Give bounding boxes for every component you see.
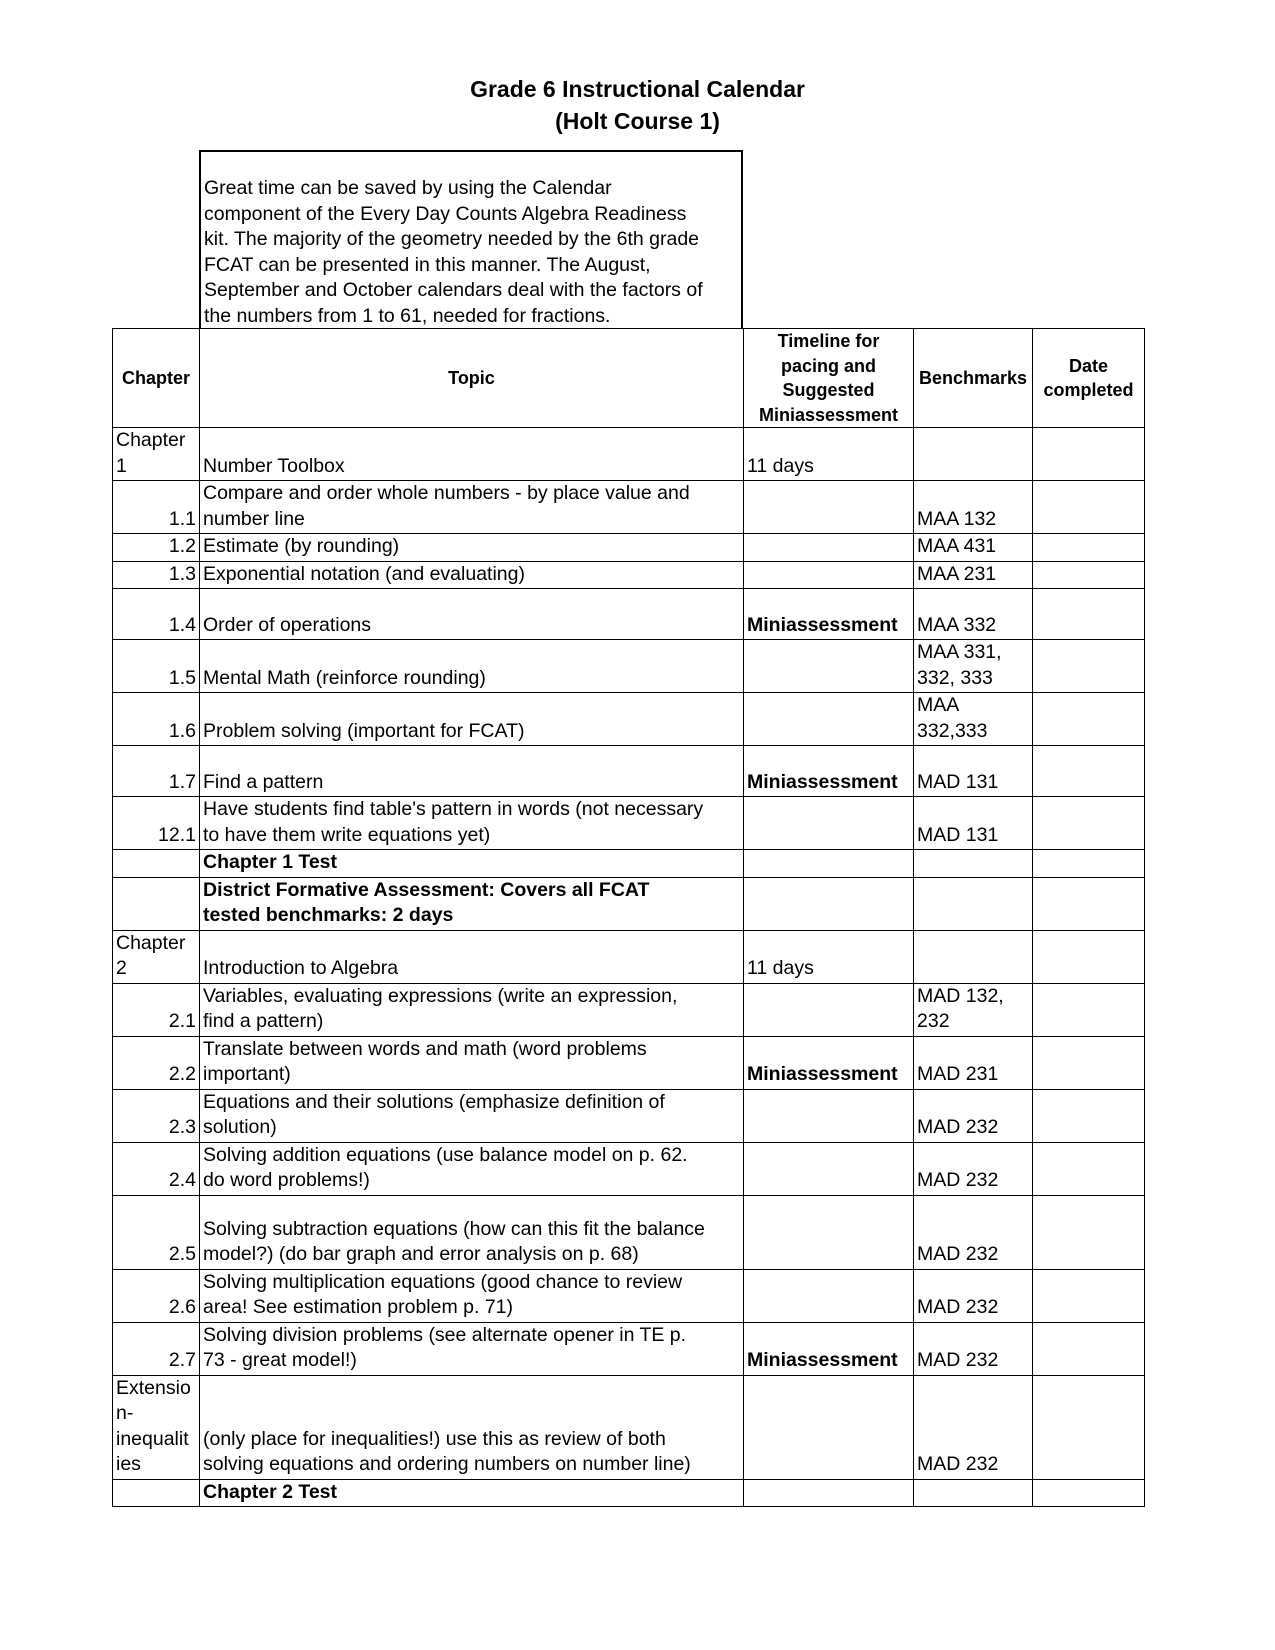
header-benchmarks: Benchmarks	[914, 329, 1033, 428]
topic-line: to have them write equations yet)	[203, 823, 491, 846]
topic-cell	[200, 1195, 744, 1269]
timeline-cell	[744, 640, 914, 693]
benchmark-line: MAA 431	[917, 535, 997, 557]
table-row	[113, 1375, 1145, 1479]
table-row	[113, 428, 1145, 481]
benchmark-cell	[914, 1036, 1033, 1089]
topic-line: Solving multiplication equations (good chance to review	[203, 1270, 683, 1293]
topic-line: tested benchmarks: 2 days	[203, 904, 454, 926]
topic-line: Find a pattern	[203, 770, 324, 793]
topic-cell	[200, 640, 744, 693]
topic-line: Variables, evaluating expressions (write an expression,	[203, 984, 678, 1007]
benchmark-line: MAD 131	[917, 770, 999, 793]
intro-note	[199, 150, 743, 329]
topic-line: Problem solving (important for FCAT)	[203, 719, 525, 742]
topic-cell	[200, 1479, 744, 1507]
topic-cell	[200, 930, 744, 983]
table-row	[113, 1036, 1145, 1089]
timeline-cell	[744, 1142, 914, 1195]
date-completed-cell	[1033, 797, 1145, 850]
chapter-line: 2.3	[168, 1116, 196, 1138]
timeline-cell: 11 days	[744, 428, 914, 481]
chapter-cell	[113, 746, 200, 797]
timeline-cell	[744, 534, 914, 562]
intro-line: kit. The majority of the geometry needed by the 6th grade	[204, 228, 700, 250]
header-date-line: Date	[1068, 355, 1108, 376]
benchmark-cell	[914, 1375, 1033, 1479]
date-completed-cell	[1033, 1089, 1145, 1142]
benchmark-cell	[914, 561, 1033, 589]
header-chapter: Chapter	[113, 329, 200, 428]
topic-cell	[200, 877, 744, 930]
timeline-cell	[744, 481, 914, 534]
benchmark-line: MAD 232	[917, 1296, 999, 1318]
date-completed-cell	[1033, 693, 1145, 746]
timeline-cell	[744, 1195, 914, 1269]
date-completed-cell	[1033, 1375, 1145, 1479]
chapter-cell	[113, 1195, 200, 1269]
benchmark-cell	[914, 589, 1033, 640]
topic-line: Equations and their solutions (emphasize definition of	[203, 1090, 665, 1113]
date-completed-cell	[1033, 1269, 1145, 1322]
table-row	[113, 589, 1145, 640]
topic-line: (only place for inequalities!) use this as review of both	[203, 1427, 666, 1450]
benchmark-cell	[914, 693, 1033, 746]
topic-line: Have students find table's pattern in words (not necessary	[203, 798, 704, 820]
timeline-cell	[744, 850, 914, 878]
chapter-cell	[113, 561, 200, 589]
benchmark-cell	[914, 1322, 1033, 1375]
benchmark-cell	[914, 481, 1033, 534]
chapter-line: 1.2	[168, 535, 196, 557]
topic-line: Order of operations	[203, 613, 372, 636]
header-date-line: completed	[1043, 380, 1134, 400]
chapter-line: 1.3	[168, 562, 196, 585]
chapter-line: 2	[116, 957, 127, 979]
intro-line: component of the Every Day Counts Algebra Readiness	[204, 202, 687, 225]
table-row	[113, 1142, 1145, 1195]
chapter-cell	[113, 1089, 200, 1142]
benchmark-cell	[914, 1089, 1033, 1142]
table-row	[113, 877, 1145, 930]
table-row	[113, 983, 1145, 1036]
benchmark-line: MAA	[917, 694, 960, 716]
topic-cell	[200, 1269, 744, 1322]
chapter-line: 12.1	[158, 823, 196, 846]
topic-cell	[200, 797, 744, 850]
timeline-cell: Miniassessment	[744, 1322, 914, 1375]
table-row	[113, 746, 1145, 797]
table-row	[113, 1322, 1145, 1375]
benchmark-line: MAA 332	[917, 613, 997, 636]
chapter-line: Chapter	[116, 429, 186, 451]
table-row	[113, 1089, 1145, 1142]
chapter-line: ies	[116, 1453, 141, 1475]
topic-line: important)	[203, 1063, 291, 1085]
timeline-cell: Miniassessment	[744, 746, 914, 797]
benchmark-line: MAD 231	[917, 1063, 999, 1085]
date-completed-cell	[1033, 1322, 1145, 1375]
topic-line: Solving division problems (see alternate opener in TE p.	[203, 1323, 687, 1346]
header-timeline-line: Timeline for	[777, 331, 880, 351]
benchmark-cell	[914, 983, 1033, 1036]
date-completed-cell	[1033, 983, 1145, 1036]
header-timeline-line: Suggested	[782, 380, 875, 400]
topic-line: Chapter 2 Test	[203, 1480, 338, 1503]
topic-line: Introduction to Algebra	[203, 957, 399, 979]
chapter-line: 2.6	[168, 1296, 196, 1318]
chapter-line: 2.7	[168, 1349, 196, 1371]
chapter-line: inequalit	[116, 1427, 189, 1450]
chapter-line: n-	[116, 1402, 134, 1424]
benchmark-line: MAA 132	[917, 507, 997, 530]
chapter-cell	[113, 534, 200, 562]
timeline-cell	[744, 983, 914, 1036]
benchmark-cell	[914, 428, 1033, 481]
timeline-cell: 11 days	[744, 930, 914, 983]
date-completed-cell	[1033, 746, 1145, 797]
chapter-cell	[113, 1269, 200, 1322]
benchmark-line: 232	[917, 1010, 950, 1032]
intro-line: September and October calendars deal with the factors of	[204, 279, 703, 301]
topic-cell	[200, 428, 744, 481]
topic-line: Solving subtraction equations (how can this fit the balance	[203, 1217, 705, 1240]
intro-line: Great time can be saved by using the Calendar	[204, 177, 612, 199]
timeline-cell	[744, 1479, 914, 1507]
topic-cell	[200, 534, 744, 562]
chapter-cell	[113, 877, 200, 930]
date-completed-cell	[1033, 534, 1145, 562]
table-row	[113, 693, 1145, 746]
topic-line: 73 - great model!)	[203, 1349, 357, 1371]
timeline-cell	[744, 561, 914, 589]
timeline-cell	[744, 693, 914, 746]
benchmark-cell	[914, 746, 1033, 797]
date-completed-cell	[1033, 589, 1145, 640]
chapter-cell	[113, 930, 200, 983]
chapter-cell	[113, 1142, 200, 1195]
date-completed-cell	[1033, 930, 1145, 983]
date-completed-cell	[1033, 1479, 1145, 1507]
chapter-cell	[113, 850, 200, 878]
topic-line: Number Toolbox	[203, 454, 345, 477]
topic-cell	[200, 481, 744, 534]
chapter-line: 1.7	[168, 770, 196, 793]
chapter-cell	[113, 797, 200, 850]
chapter-line: 2.5	[168, 1243, 196, 1265]
header-timeline	[744, 329, 914, 428]
date-completed-cell	[1033, 1195, 1145, 1269]
chapter-cell	[113, 640, 200, 693]
date-completed-cell	[1033, 1142, 1145, 1195]
date-completed-cell	[1033, 850, 1145, 878]
chapter-cell	[113, 1375, 200, 1479]
timeline-cell: Miniassessment	[744, 589, 914, 640]
chapter-line: Chapter	[116, 931, 186, 954]
topic-cell	[200, 1089, 744, 1142]
benchmark-line: MAD 232	[917, 1169, 999, 1191]
chapter-cell	[113, 693, 200, 746]
topic-cell	[200, 1036, 744, 1089]
topic-cell	[200, 746, 744, 797]
topic-line: Mental Math (reinforce rounding)	[203, 666, 486, 689]
timeline-cell	[744, 1269, 914, 1322]
benchmark-cell	[914, 534, 1033, 562]
topic-line: number line	[203, 507, 305, 530]
chapter-line: 1.4	[168, 613, 196, 636]
chapter-line: 1	[116, 454, 127, 477]
chapter-cell	[113, 1479, 200, 1507]
topic-cell	[200, 561, 744, 589]
benchmark-cell	[914, 640, 1033, 693]
date-completed-cell	[1033, 561, 1145, 589]
chapter-line: 1.5	[168, 666, 196, 689]
header-timeline-line: Miniassessment	[758, 404, 899, 425]
chapter-line: 1.1	[168, 507, 196, 530]
benchmark-line: MAD 232	[917, 1116, 999, 1138]
table-row	[113, 1479, 1145, 1507]
topic-cell	[200, 1142, 744, 1195]
timeline-cell	[744, 1089, 914, 1142]
benchmark-cell	[914, 1479, 1033, 1507]
table-row	[113, 640, 1145, 693]
chapter-cell	[113, 589, 200, 640]
benchmark-cell	[914, 1142, 1033, 1195]
page-title: Grade 6 Instructional Calendar	[470, 76, 805, 102]
header-row	[113, 329, 1145, 428]
timeline-cell	[744, 877, 914, 930]
topic-cell	[200, 983, 744, 1036]
date-completed-cell	[1033, 640, 1145, 693]
chapter-line: Extensio	[116, 1376, 191, 1399]
benchmark-cell	[914, 1269, 1033, 1322]
timeline-cell: Miniassessment	[744, 1036, 914, 1089]
topic-cell	[200, 693, 744, 746]
page-subtitle: (Holt Course 1)	[555, 108, 720, 134]
benchmark-line: 332,333	[917, 719, 988, 742]
topic-line: area! See estimation problem p. 71)	[203, 1296, 514, 1318]
benchmark-line: MAD 232	[917, 1243, 999, 1265]
table-row	[113, 534, 1145, 562]
timeline-cell	[744, 1375, 914, 1479]
topic-line: District Formative Assessment: Covers all FCAT	[203, 878, 650, 901]
topic-line: Compare and order whole numbers - by place value and	[203, 482, 690, 504]
topic-line: do word problems!)	[203, 1169, 370, 1191]
chapter-cell	[113, 983, 200, 1036]
benchmark-line: 332, 333	[917, 666, 993, 689]
benchmark-cell	[914, 1195, 1033, 1269]
benchmark-cell	[914, 850, 1033, 878]
benchmark-line: MAD 131	[917, 823, 999, 846]
topic-line: find a pattern)	[203, 1010, 324, 1032]
topic-line: Chapter 1 Test	[203, 851, 338, 873]
table-row	[113, 797, 1145, 850]
topic-cell	[200, 589, 744, 640]
benchmark-line: MAD 132,	[917, 984, 1004, 1007]
chapter-cell	[113, 1322, 200, 1375]
topic-line: solving equations and ordering numbers on number line)	[203, 1453, 691, 1475]
benchmark-line: MAA 331,	[917, 641, 1002, 663]
benchmark-line: MAD 232	[917, 1349, 999, 1371]
date-completed-cell	[1033, 877, 1145, 930]
benchmark-cell	[914, 930, 1033, 983]
header-topic: Topic	[200, 329, 744, 428]
chapter-line: 2.2	[168, 1063, 196, 1085]
chapter-cell	[113, 428, 200, 481]
benchmark-cell	[914, 877, 1033, 930]
table-row	[113, 481, 1145, 534]
benchmark-line: MAD 232	[917, 1453, 999, 1475]
table-row	[113, 850, 1145, 878]
topic-line: Estimate (by rounding)	[203, 535, 400, 557]
benchmark-line: MAA 231	[917, 562, 997, 585]
chapter-line: 2.4	[168, 1169, 196, 1191]
table-row	[113, 561, 1145, 589]
topic-line: solution)	[203, 1116, 277, 1138]
header-timeline-line: pacing and	[780, 355, 876, 376]
topic-cell	[200, 850, 744, 878]
topic-line: model?) (do bar graph and error analysis on p. 68)	[203, 1243, 639, 1265]
calendar-table	[112, 328, 1145, 1507]
timeline-cell	[744, 797, 914, 850]
date-completed-cell	[1033, 428, 1145, 481]
header-date-completed	[1033, 329, 1145, 428]
table-row	[113, 1195, 1145, 1269]
topic-cell	[200, 1375, 744, 1479]
benchmark-cell	[914, 797, 1033, 850]
date-completed-cell	[1033, 481, 1145, 534]
intro-line: the numbers from 1 to 61, needed for fractions.	[204, 304, 611, 327]
chapter-cell	[113, 1036, 200, 1089]
chapter-line: 2.1	[168, 1010, 196, 1032]
table-row	[113, 1269, 1145, 1322]
table-row	[113, 930, 1145, 983]
chapter-line: 1.6	[168, 719, 196, 742]
topic-line: Solving addition equations (use balance model on p. 62.	[203, 1143, 688, 1166]
intro-line: FCAT can be presented in this manner. The August,	[204, 253, 651, 276]
topic-cell	[200, 1322, 744, 1375]
chapter-cell	[113, 481, 200, 534]
topic-line: Exponential notation (and evaluating)	[203, 562, 525, 585]
topic-line: Translate between words and math (word problems	[203, 1037, 647, 1060]
date-completed-cell	[1033, 1036, 1145, 1089]
